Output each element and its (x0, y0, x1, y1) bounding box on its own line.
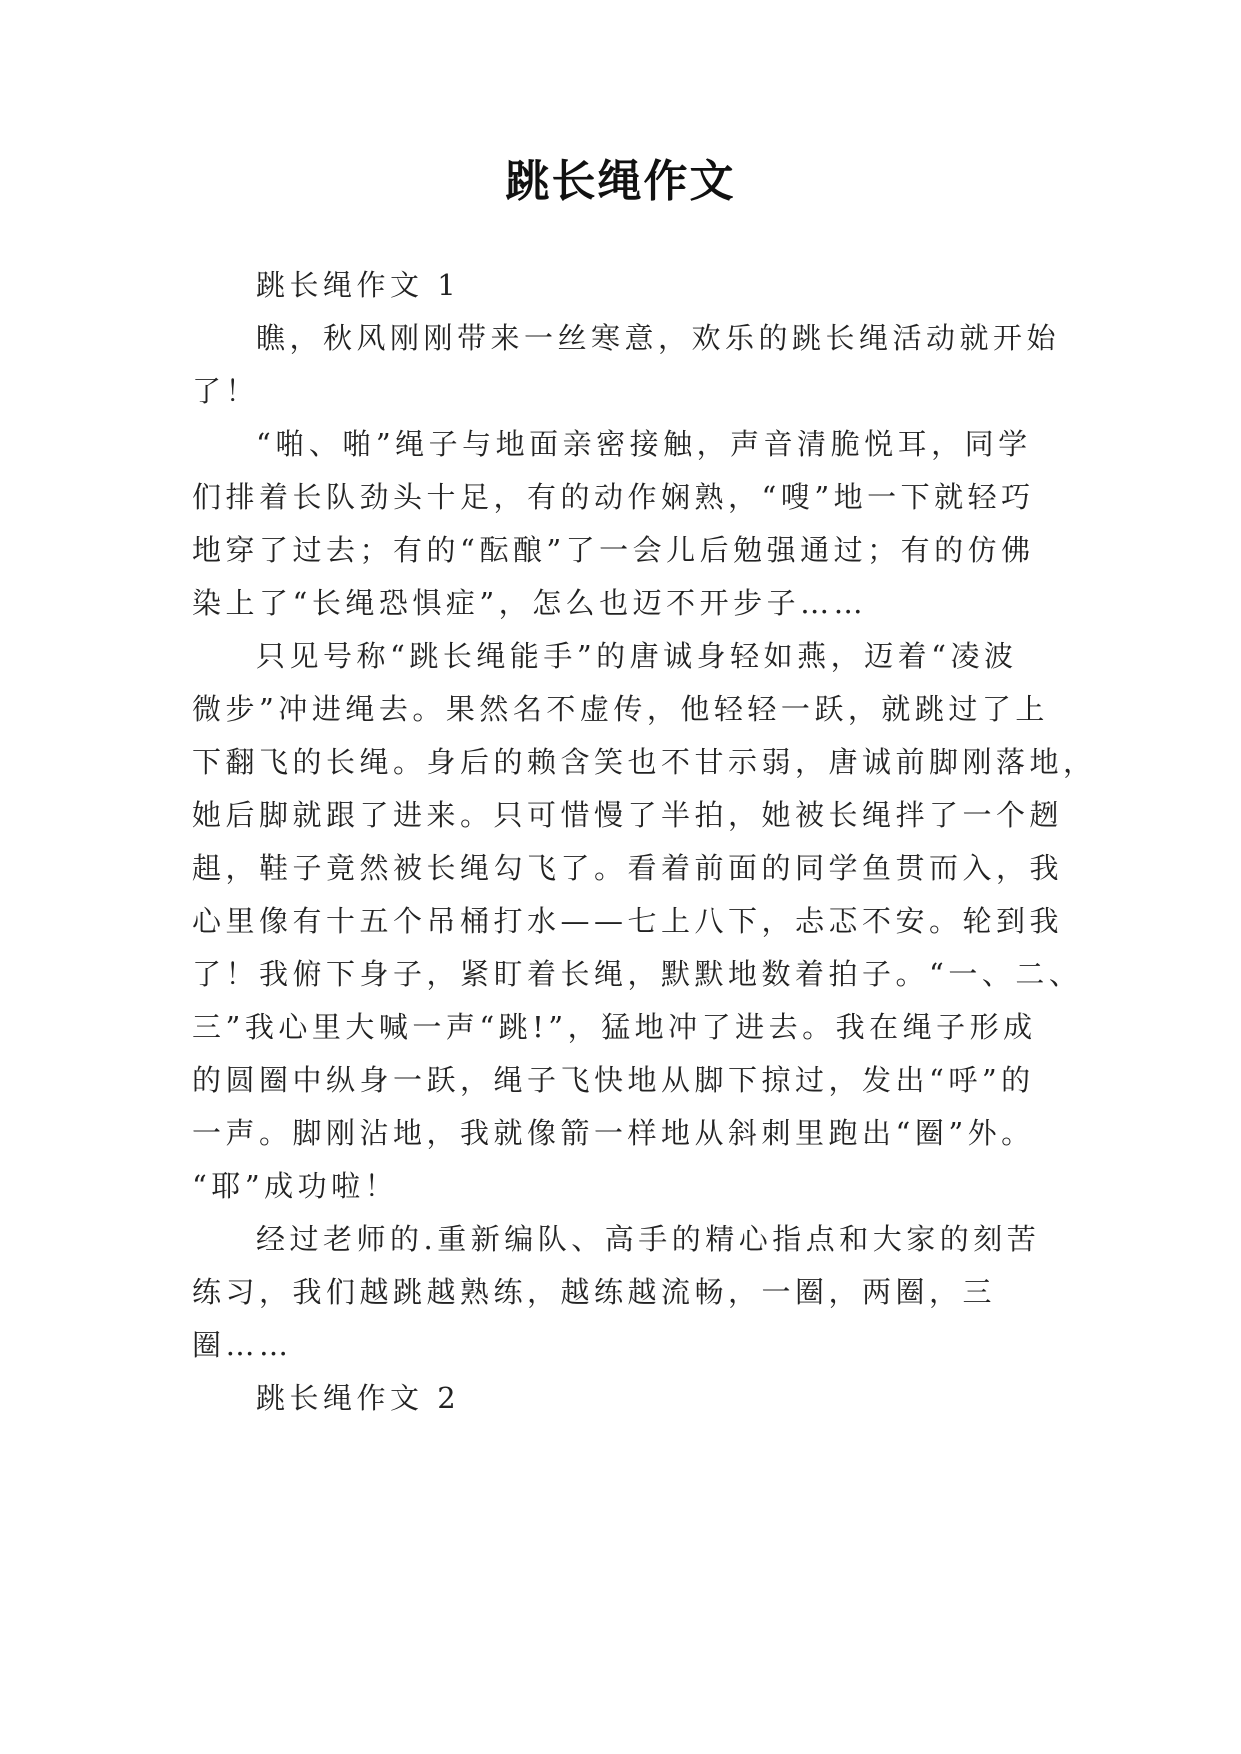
document-title: 跳长绳作文 (505, 156, 736, 207)
paragraph-line: 只见号称“跳长绳能手”的唐诚身轻如燕，迈着“凌波 (256, 639, 1018, 673)
paragraph-line: 一声。脚刚沾地，我就像箭一样地从斜刺里跑出“圈”外。 (192, 1116, 1035, 1150)
paragraph-line: “耶”成功啦！ (192, 1169, 399, 1203)
paragraph-line: 圈…… (192, 1328, 293, 1362)
paragraph-line: 的圆圈中纵身一跃，绳子飞快地从脚下掠过，发出“呼”的 (192, 1063, 1035, 1097)
paragraph-line: 了！ (192, 374, 260, 408)
paragraph-line: 她后脚就跟了进来。只可惜慢了半拍，她被长绳拌了一个趔 (192, 798, 1064, 832)
paragraph-line: 染上了“长绳恐惧症”，怎么也迈不开步子…… (192, 586, 868, 620)
paragraph-line: 下翻飞的长绳。身后的赖含笑也不甘示弱，唐诚前脚刚落地， (192, 745, 1097, 779)
paragraph-line: 微步”冲进绳去。果然名不虚传，他轻轻一跃，就跳过了上 (192, 692, 1049, 726)
paragraph-line: 地穿了过去；有的“酝酿”了一会儿后勉强通过；有的仿佛 (192, 533, 1035, 567)
paragraph-line: 们排着长队劲头十足，有的动作娴熟，“嗖”地一下就轻巧 (192, 480, 1035, 514)
paragraph-line: 三”我心里大喊一声“跳!”，猛地冲了进去。我在绳子形成 (192, 1010, 1037, 1044)
paragraph-line: “啪、啪”绳子与地面亲密接触，声音清脆悦耳，同学 (256, 427, 1032, 461)
paragraph-line: 了！我俯下身子，紧盯着长绳，默默地数着拍子。“一、二、 (192, 957, 1083, 991)
paragraph-line: 趄，鞋子竟然被长绳勾飞了。看着前面的同学鱼贯而入，我 (192, 851, 1064, 885)
essay-heading-2: 跳长绳作文 2 (256, 1381, 461, 1415)
paragraph-line: 瞧，秋风刚刚带来一丝寒意，欢乐的跳长绳活动就开始 (256, 321, 1061, 355)
essay-heading-1: 跳长绳作文 1 (256, 268, 461, 302)
paragraph-line: 练习，我们越跳越熟练，越练越流畅，一圈，两圈，三 (192, 1275, 997, 1309)
paragraph-line: 经过老师的.重新编队、高手的精心指点和大家的刻苦 (256, 1222, 1041, 1256)
paragraph-line: 心里像有十五个吊桶打水——七上八下，忐忑不安。轮到我 (192, 904, 1064, 938)
